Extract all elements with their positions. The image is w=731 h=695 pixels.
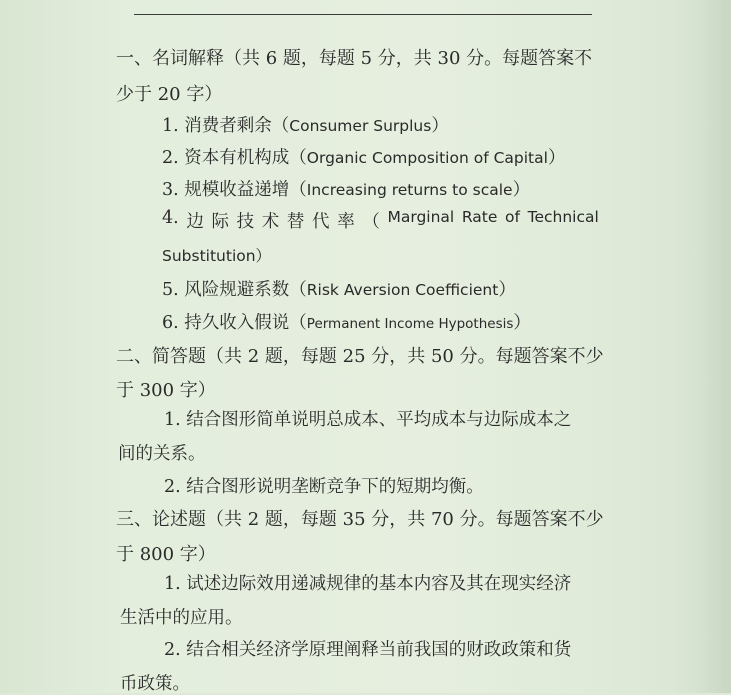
section2-heading-line2: 于 300 字） xyxy=(116,380,216,401)
item-term-zh: 资本有机构成 xyxy=(184,148,290,168)
item-number: 1. xyxy=(162,116,179,136)
section3-item-1-line1: 1. 试述边际效用递减规律的基本内容及其在现实经济 xyxy=(164,574,572,594)
item-term-zh-char: 代 xyxy=(312,212,330,232)
item-number: 5. xyxy=(162,280,179,300)
item-term-en: Organic Composition of Capital xyxy=(306,149,548,167)
item-term-zh-char: 边 xyxy=(186,212,204,232)
item-term-zh-char: 替 xyxy=(286,212,305,232)
item-term-zh-char: 际 xyxy=(211,212,229,232)
section3-heading-line1: 三、论述题（共 2 题，每题 35 分，共 70 分。每题答案不少 xyxy=(116,509,604,530)
section1-item-4: 4. 边 际 技 术 替 代 率 （ Marginal Rate of Technical xyxy=(162,208,599,232)
paper-edge-shadow xyxy=(701,0,731,693)
item-term-en: Increasing returns to scale xyxy=(306,181,513,199)
item-number: 4. xyxy=(162,208,179,228)
item-term-en: Risk Aversion Coefficient xyxy=(306,281,499,299)
section3-item-1-line2: 生活中的应用。 xyxy=(120,608,243,628)
item-term-en: Consumer Surplus xyxy=(289,117,432,135)
item-term-zh-char: 率 xyxy=(337,212,355,232)
section2-item-1-line2: 间的关系。 xyxy=(118,444,206,464)
section1-heading-line2: 少于 20 字） xyxy=(116,84,223,105)
item-term-en: Permanent Income Hypothesis xyxy=(306,316,514,332)
item-term-zh: 规模收益递增 xyxy=(184,180,290,200)
section2-item-2: 2. 结合图形说明垄断竞争下的短期均衡。 xyxy=(164,477,484,497)
section2-item-1-line1: 1. 结合图形简单说明总成本、平均成本与边际成本之 xyxy=(164,410,572,430)
item-number: 6. xyxy=(162,313,179,333)
section1-heading-line1: 一、名词解释（共 6 题，每题 5 分，共 30 分。每题答案不 xyxy=(116,48,593,69)
section2-heading-line1: 二、简答题（共 2 题，每题 25 分，共 50 分。每题答案不少 xyxy=(116,346,604,367)
item-number: 3. xyxy=(162,180,179,200)
item-term-zh: 消费者剩余 xyxy=(184,116,272,136)
section3-heading-line2: 于 800 字） xyxy=(116,544,216,565)
section3-item-2-line2: 币政策。 xyxy=(120,674,190,694)
header-rule xyxy=(134,14,592,15)
item-term-en-word: Marginal xyxy=(387,208,455,226)
item-term-zh-char: 术 xyxy=(261,212,280,232)
item-term-en-word: of xyxy=(505,208,520,226)
section1-item-3: 3. 规模收益递增（Increasing returns to scale） xyxy=(162,180,531,200)
item-term-zh: 持久收入假说 xyxy=(184,313,290,333)
item-term-zh-char: 技 xyxy=(236,212,255,232)
item-term-zh: 风险规避系数 xyxy=(184,280,290,300)
section1-item-5: 5. 风险规避系数（Risk Aversion Coefficient） xyxy=(162,280,516,300)
item-term-en-word: Rate xyxy=(461,208,498,226)
section1-item-6: 6. 持久收入假说（Permanent Income Hypothesis） xyxy=(162,313,531,333)
item-term-en-word: Technical xyxy=(527,208,599,226)
section1-item-4-continuation: Substitution） xyxy=(162,247,272,265)
section3-item-2-line1: 2. 结合相关经济学原理阐释当前我国的财政政策和货 xyxy=(164,640,572,660)
section1-item-1: 1. 消费者剩余（Consumer Surplus） xyxy=(162,116,449,136)
item-number: 2. xyxy=(162,148,179,168)
section1-item-2: 2. 资本有机构成（Organic Composition of Capital） xyxy=(162,148,566,168)
